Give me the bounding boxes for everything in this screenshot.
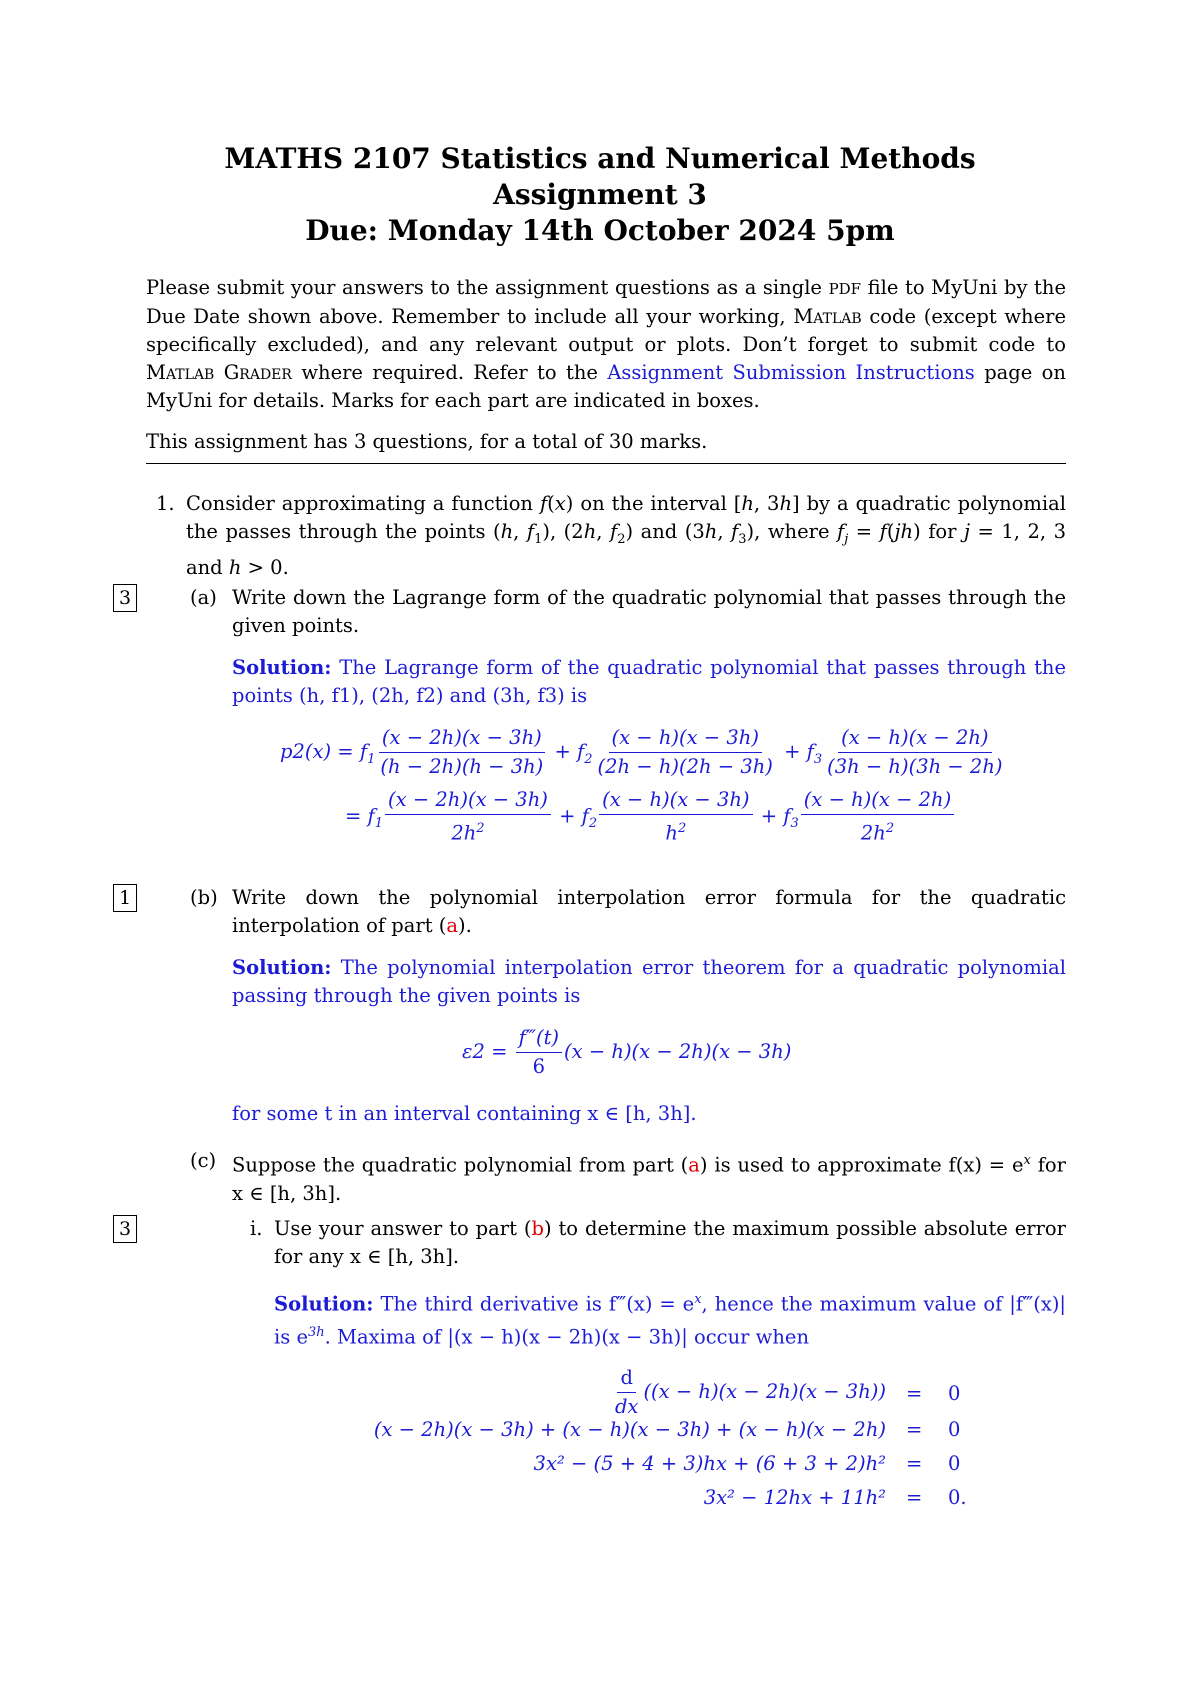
marks-box-c-i: 3 (113, 1215, 137, 1243)
matlab-label: Matlab (793, 305, 862, 328)
q1-text-e: for (928, 520, 957, 543)
solution-label: Solution: (232, 956, 332, 979)
submission-instructions-link[interactable]: Assignment Submission Instructions (607, 361, 975, 384)
marks-box-b: 1 (113, 884, 137, 912)
intro-text-1: Please submit your answers to the assignment questions as a single (146, 276, 822, 299)
part-c-question: Suppose the quadratic polynomial from part (a) is used to approximate $f(x) = e^x$ for x ∈ [h, 3h]. (232, 1153, 1066, 1205)
deriv-row-1: $\frac{d}{dx}$ ((x − h)(x − 2h)(x − 3h)) (614, 1366, 886, 1418)
part-a-question: Write down the Lagrange form of the quadratic polynomial that passes through the given points. (232, 586, 1066, 637)
part-b-label: (b) (190, 886, 218, 909)
part-c-question-c: for x ∈ [h, 3h]. (232, 1153, 1066, 1205)
deriv-row-4-eq: = (906, 1486, 923, 1509)
intro-text-4: where required. Refer to the (301, 361, 598, 384)
q1-text-c: by a quadratic polynomial the passes through the points (186, 492, 1066, 543)
deriv-row-2-eq: = (906, 1418, 923, 1441)
part-b-question (232, 884, 1066, 940)
part-a-label: (a) (190, 586, 217, 609)
deriv-row-1-lhs: ((x − h)(x − 2h)(x − 3h)) (643, 1380, 886, 1403)
part-c-i-solution-a: The third derivative is f‴(x) = e (380, 1292, 695, 1316)
deriv-row-4-lhs: 3x² − 12hx + 11h² (703, 1486, 886, 1509)
part-c-question-a: Suppose the quadratic polynomial from part ( (232, 1153, 689, 1177)
matlab-grader-label: Matlab Grader (146, 361, 292, 384)
part-c-label: (c) (190, 1149, 217, 1172)
q1-text-a: Consider approximating a function (186, 492, 533, 515)
marks-box-a: 3 (113, 584, 137, 612)
assignment-title: Assignment 3 (493, 178, 707, 211)
intro-text-3: code (except where specifically excluded), and any relevant output or plots. Don’t forget to submit code to (146, 305, 1066, 356)
lagrange-equation-line-2: = $f_1$ $\frac{(x - 2h)(x - 3h)}{2h^2}$ + $f_2$ $\frac{(x - h)(x - 3h)}{h^2}$ + $f_3$ $\frac{(x - h)(x - 2h)}{2h^2}$ (345, 788, 956, 846)
deriv-row-1-eq: = (906, 1382, 923, 1405)
q1-text-d: , where (754, 520, 830, 543)
ref-part-b-link[interactable]: b (531, 1217, 544, 1240)
part-b-after: for some t in an interval containing x ∈ [h, 3h]. (232, 1102, 697, 1125)
marks-summary: This assignment has 3 questions, for a total of 30 marks. (146, 430, 708, 453)
deriv-row-3-eq: = (906, 1452, 923, 1475)
part-c-i-solution-b: , hence the maximum value of |f‴(x)| is e (274, 1292, 1067, 1348)
deriv-row-3-rhs: 0 (948, 1452, 961, 1475)
part-c-i-solution-c: . Maxima of |(x − h)(x − 2h)(x − 3h)| occur when (324, 1325, 810, 1348)
question-number: 1. (156, 492, 175, 515)
intro-text-5: page on MyUni for details. Marks for each part are indicated in boxes. (146, 361, 1066, 412)
q1-text-f: and (186, 555, 223, 579)
part-c-i-question-a: Use your answer to part ( (274, 1217, 532, 1240)
divider (146, 463, 1066, 464)
solution-label: Solution: (274, 1292, 374, 1316)
part-b-question-b: ). (458, 914, 472, 937)
question-1-text: Consider approximating a function f(x) on the interval [h, 3h] by a quadratic polynomial the passes through the points (h, $f_1$), (2h, $f_2$) and (3h, $f_3$), where $f_j = f(jh)$ for j = 1, 2, 3 and h > 0. (186, 492, 1066, 579)
part-c-i-question-b: ) to determine the maximum possible absolute error for any x ∈ [h, 3h]. (274, 1217, 1066, 1268)
part-c-i-solution: Solution: The third derivative is f‴(x) = $e^x$, hence the maximum value of |f‴(x)| is $e^{3h}$. Maxima of |(x − h)(x − 2h)(x − 3h)| occur when (274, 1292, 1067, 1348)
deriv-row-3-lhs: 3x² − (5 + 4 + 3)hx + (6 + 3 + 2)h² (533, 1452, 886, 1475)
part-c-i-label: i. (250, 1217, 263, 1240)
deriv-row-2-lhs: (x − 2h)(x − 3h) + (x − h)(x − 3h) + (x − h)(x − 2h) (373, 1418, 886, 1441)
solution-label: Solution: (232, 656, 332, 679)
part-b-solution-text: The polynomial interpolation error theorem for a quadratic polynomial passing through the given points is (232, 956, 1067, 1007)
part-c-i-question (274, 1215, 1066, 1271)
ref-part-a-link[interactable]: a (688, 1153, 700, 1177)
part-a-solution (232, 654, 1066, 710)
intro-text-2: file to MyUni by the Due Date shown above. Remember to include all your working, (146, 276, 1066, 328)
pdf-label: PDF (828, 280, 862, 298)
deriv-row-1-rhs: 0 (948, 1382, 961, 1405)
error-lhs: ε2 = (462, 1040, 508, 1063)
deriv-row-4-rhs: 0. (948, 1486, 967, 1509)
part-b-question-a: Write down the polynomial interpolation error formula for the quadratic interpolation of part ( (232, 886, 1066, 937)
error-formula: ε2 = $\frac{f‴(t)}{6}$ (x − h)(x − 2h)(x − 3h) (462, 1026, 792, 1078)
ref-part-a-link[interactable]: a (446, 914, 459, 937)
q1-text-b: on the interval (580, 492, 727, 515)
lagrange-equation-line-1: $p2(x) = f_1$ $\frac{(x - 2h)(x - 3h)}{(h - 2h)(h - 3h)}$ + $f_2$ $\frac{(x - h)(x - 3h)}{(2h - h)(2h - 3h)}$ + $f_3$ $\frac{(x - h)(x - 2h)}{(3h - h)(3h - 2h)}$ (280, 726, 1003, 778)
part-b-solution (232, 954, 1066, 1010)
lagrange-lhs: p2(x) = (280, 740, 354, 763)
course-title: MATHS 2107 Statistics and Numerical Methods (224, 142, 976, 175)
deriv-row-2-rhs: 0 (948, 1418, 961, 1441)
intro-paragraph (146, 274, 1066, 415)
due-date: Due: Monday 14th October 2024 5pm (305, 214, 895, 247)
part-a-solution-text: The Lagrange form of the quadratic polynomial that passes through the points (h, f1), (2h, f2) and (3h, f3) is (232, 656, 1067, 707)
part-c-question-b: ) is used to approximate f(x) = e (699, 1153, 1024, 1177)
